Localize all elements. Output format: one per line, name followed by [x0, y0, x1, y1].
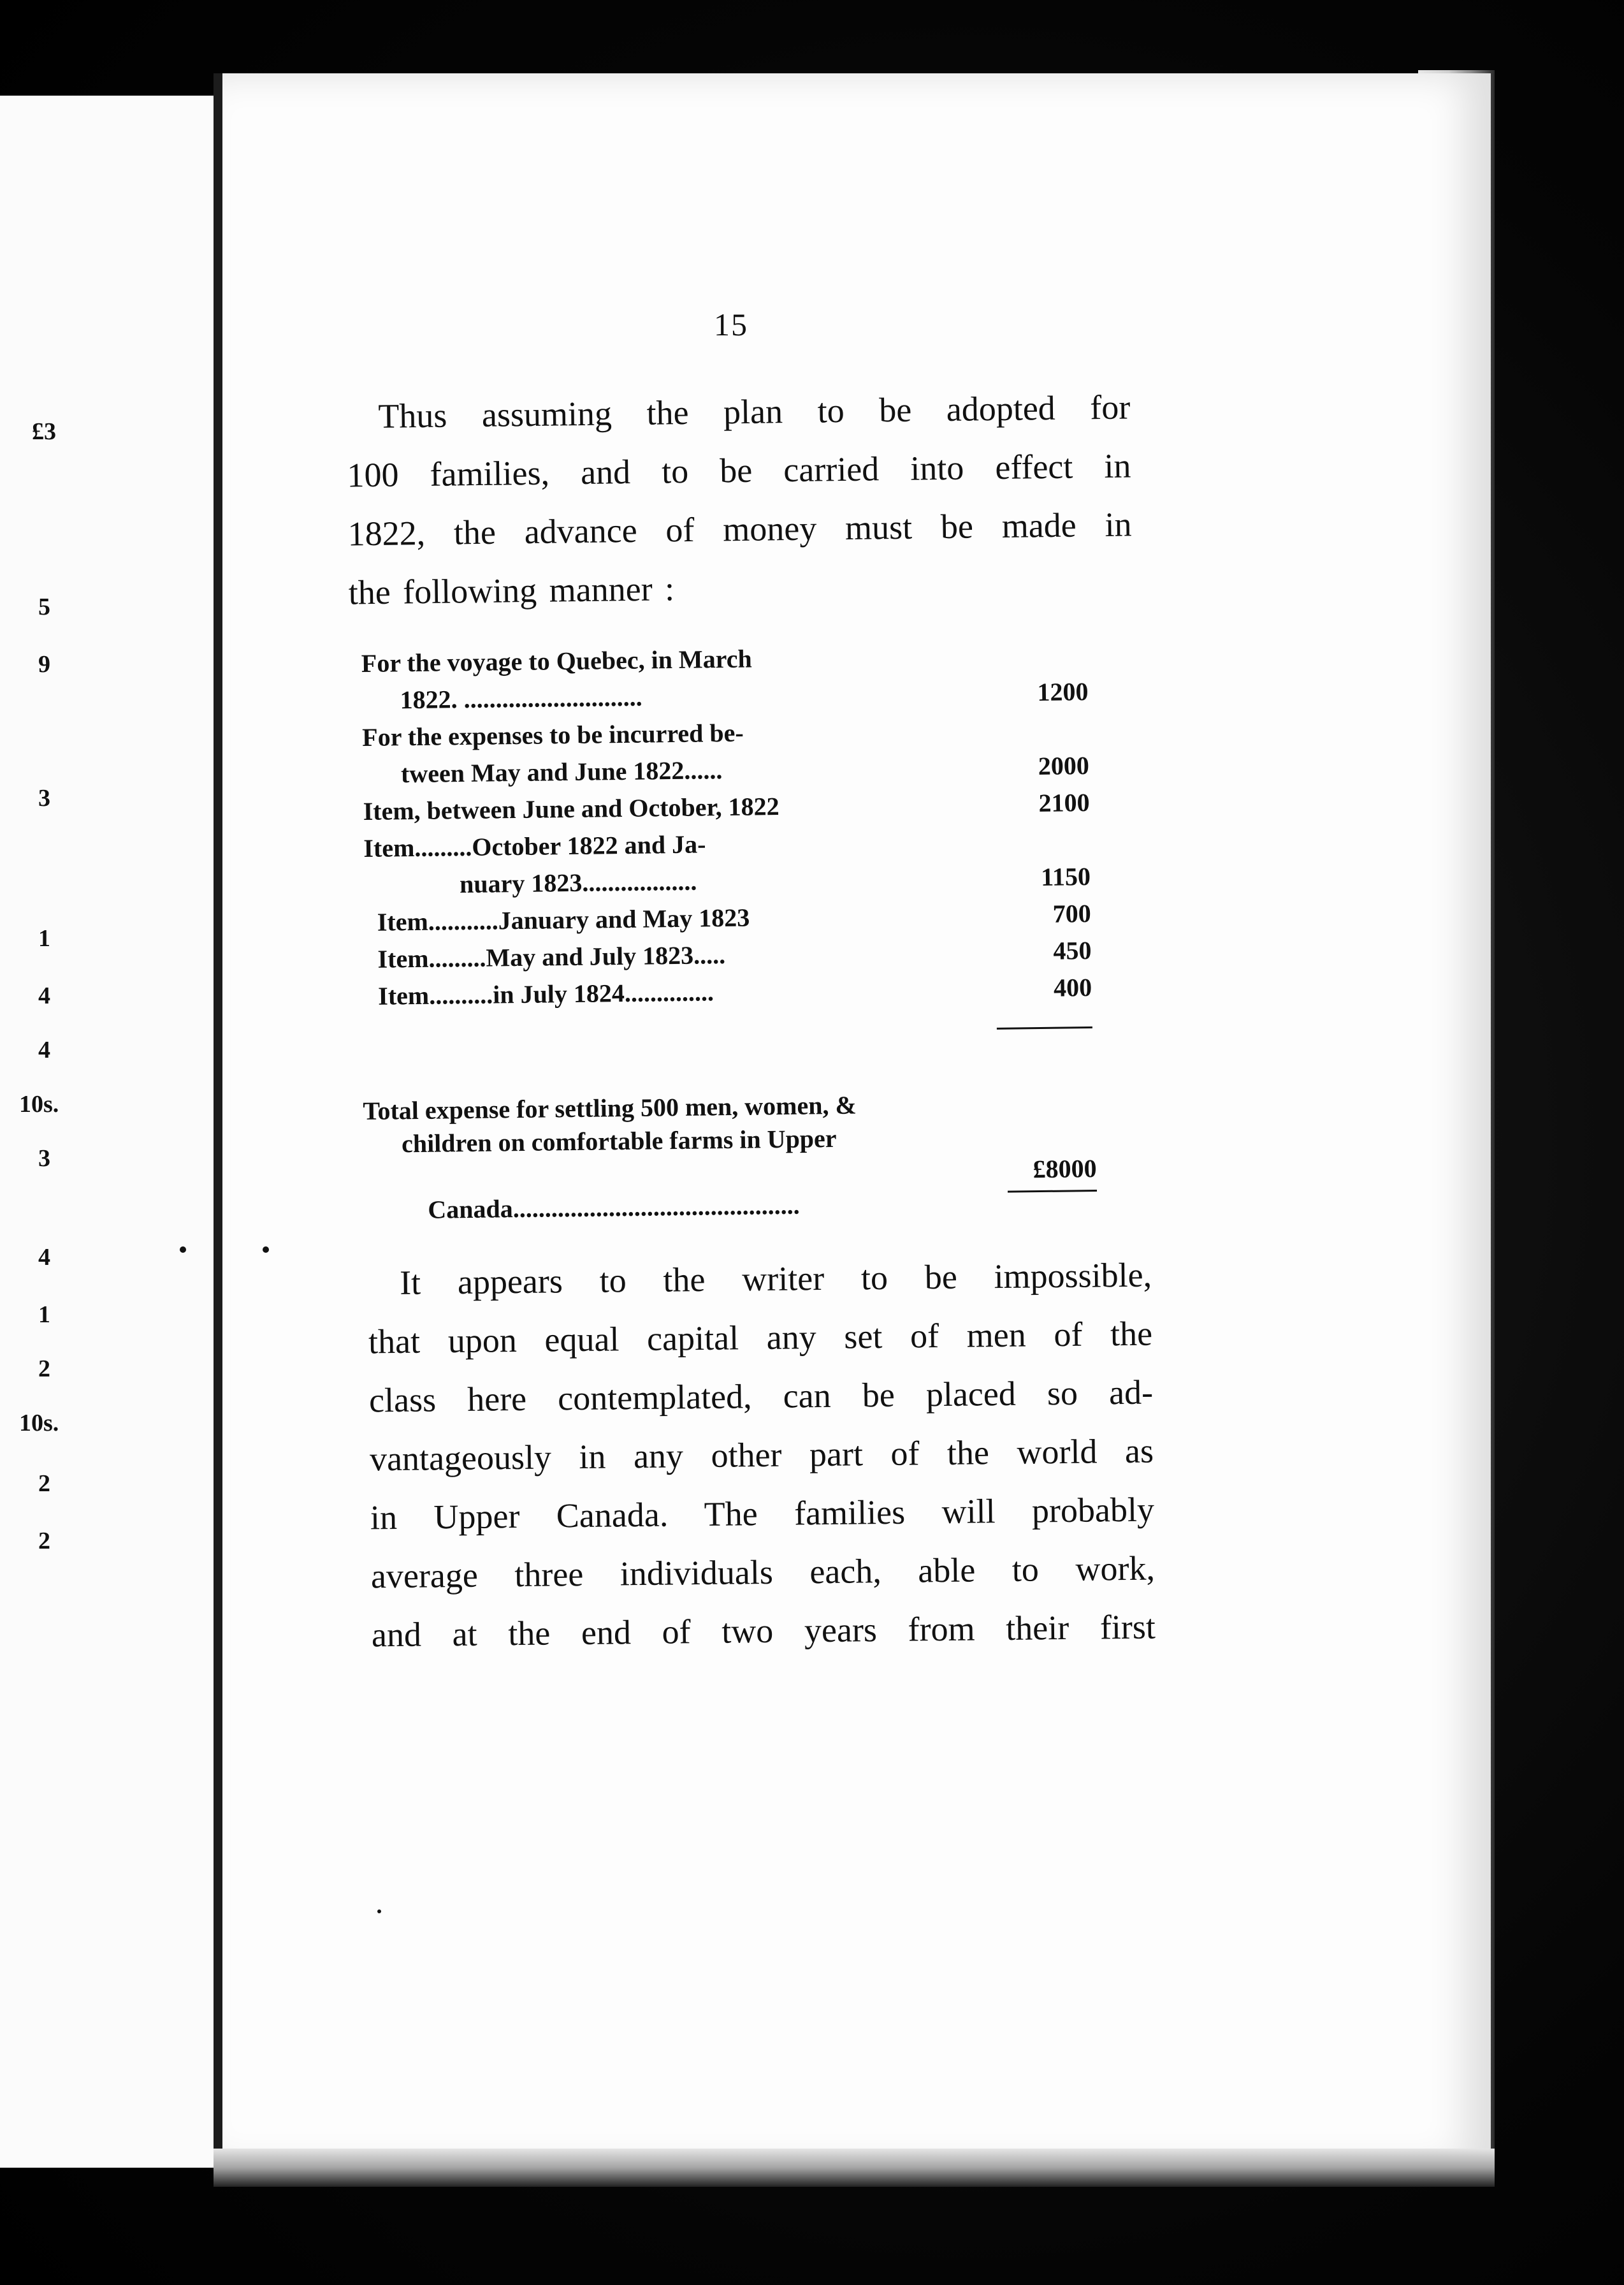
- expense-description: tween May and June 1822......: [362, 756, 723, 789]
- ink-speck: [180, 1246, 186, 1253]
- left-fragment: 1: [38, 925, 50, 952]
- expense-description: Item, between June and October, 1822: [363, 791, 779, 826]
- expense-description: Item.........October 1822 and Ja-: [363, 829, 706, 863]
- left-fragment: 2: [38, 1470, 50, 1497]
- text-line: vantageously in any other part of the world as: [369, 1431, 1154, 1478]
- intro-paragraph: [346, 378, 1133, 622]
- ink-speck: [263, 1246, 269, 1253]
- text-line: Thus assuming the plan to be adopted for: [377, 388, 1131, 435]
- ink-speck: [377, 1909, 381, 1913]
- expense-description: For the expenses to be incurred be-: [361, 718, 744, 752]
- expense-amount: 700: [1052, 899, 1091, 928]
- expense-description: Item...........January and May 1823: [364, 903, 750, 937]
- left-fragment: £3: [32, 418, 56, 445]
- text-line: and at the end of two years from their first: [371, 1607, 1156, 1654]
- left-fragment: 4: [38, 982, 50, 1009]
- previous-page-fragment: [0, 96, 223, 2168]
- total-expense: [363, 1086, 1097, 1225]
- text-line: the following manner :: [348, 569, 675, 612]
- left-fragment: 2: [38, 1355, 50, 1382]
- left-fragment: 9: [38, 651, 50, 678]
- total-line: Canada.............................................: [389, 1190, 800, 1225]
- total-line: Total expense for settling 500 men, women, &: [363, 1090, 857, 1126]
- left-fragment: 3: [38, 785, 50, 812]
- expense-amount: 2000: [1038, 751, 1090, 781]
- closing-paragraph: [368, 1246, 1156, 1665]
- expense-description: Item..........in July 1824..............: [365, 977, 714, 1011]
- text-line: It appears to the writer to be impossible,: [399, 1255, 1152, 1302]
- page-number: 15: [714, 307, 748, 342]
- expense-description: For the voyage to Quebec, in March: [361, 644, 752, 678]
- left-fragment: 5: [38, 594, 50, 620]
- text-line: average three individuals each, able to work,: [370, 1549, 1156, 1596]
- left-fragment: 4: [38, 1037, 50, 1063]
- left-fragment: 2: [38, 1528, 50, 1554]
- left-fragment: 4: [38, 1244, 50, 1271]
- expense-amount: 450: [1053, 936, 1092, 965]
- expense-table: [361, 636, 1092, 1015]
- page-bottom-edge: [214, 2149, 1495, 2187]
- text-line: 1822, the advance of money must be made in: [347, 505, 1132, 553]
- left-fragment: 1: [38, 1301, 50, 1328]
- expense-amount: 1150: [1040, 862, 1091, 891]
- total-amount: £8000: [1033, 1153, 1097, 1184]
- text-line: class here contemplated, can be placed so ad-: [368, 1373, 1154, 1420]
- expense-description: Item.........May and July 1823.....: [365, 940, 726, 974]
- expense-amount: 1200: [1037, 677, 1089, 707]
- text-line: that upon equal capital any set of men of the: [368, 1314, 1153, 1361]
- expense-amount: 400: [1053, 973, 1092, 1002]
- total-line: children on comfortable farms in Upper: [363, 1123, 837, 1159]
- left-fragment: 3: [38, 1145, 50, 1172]
- expense-description: nuary 1823..................: [363, 866, 697, 900]
- expense-description: 1822. ............................: [361, 682, 642, 715]
- text-line: 100 families, and to be carried into effect in: [347, 446, 1131, 495]
- expense-amount: 2100: [1038, 788, 1090, 818]
- left-fragment: 10s.: [19, 1091, 59, 1118]
- text-line: in Upper Canada. The families will probably: [370, 1490, 1155, 1537]
- left-fragment: 10s.: [19, 1410, 59, 1436]
